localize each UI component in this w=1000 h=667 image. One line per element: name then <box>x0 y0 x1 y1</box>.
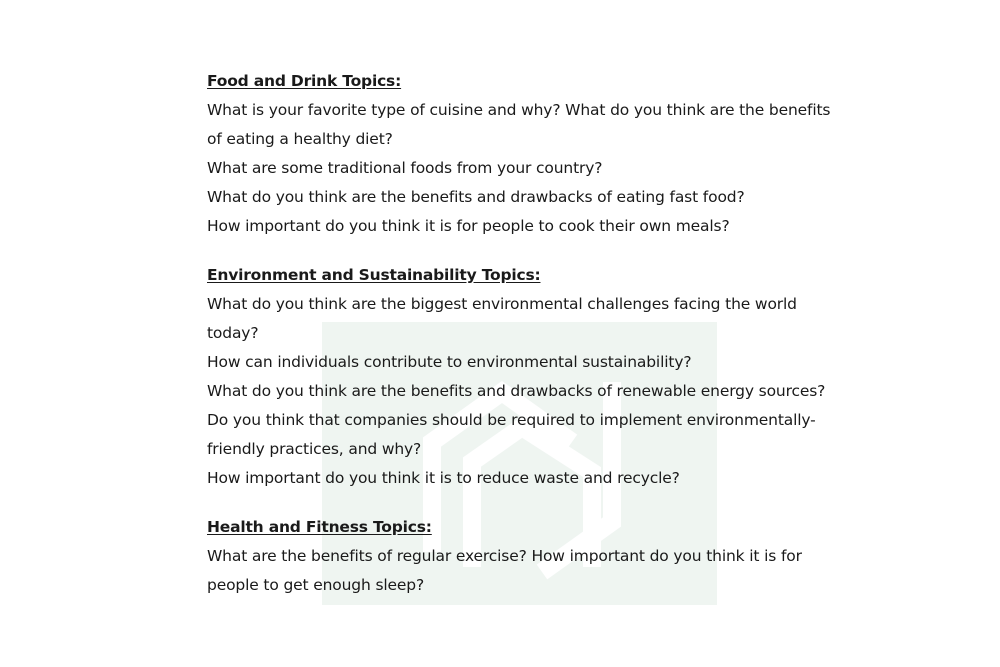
section-heading: Environment and Sustainability Topics: <box>207 266 541 284</box>
question-item: What are some traditional foods from your country? <box>207 159 603 177</box>
question-item: What do you think are the benefits and drawbacks of renewable energy sources? <box>207 382 826 400</box>
question-item: What do you think are the benefits and drawbacks of eating fast food? <box>207 188 745 206</box>
section-heading: Food and Drink Topics: <box>207 72 402 90</box>
section-health-and-fitness <box>207 513 847 600</box>
question-item: How important do you think it is for people to cook their own meals? <box>207 217 730 235</box>
question-item: What is your favorite type of cuisine and why? What do you think are the benefits of eating a healthy diet? <box>207 101 831 148</box>
section-environment-and-sustainability <box>207 261 847 493</box>
question-item: How can individuals contribute to environmental sustainability? <box>207 353 692 371</box>
section-heading: Health and Fitness Topics: <box>207 518 432 536</box>
question-item: How important do you think it is to reduce waste and recycle? <box>207 469 680 487</box>
topics-document <box>207 67 847 620</box>
question-item: Do you think that companies should be required to implement environmentally-friendly practices, and why? <box>207 411 816 458</box>
section-food-and-drink <box>207 67 847 241</box>
question-item: What do you think are the biggest environmental challenges facing the world today? <box>207 295 797 342</box>
question-item: What are the benefits of regular exercise? How important do you think it is for people to get enough sleep? <box>207 547 802 594</box>
